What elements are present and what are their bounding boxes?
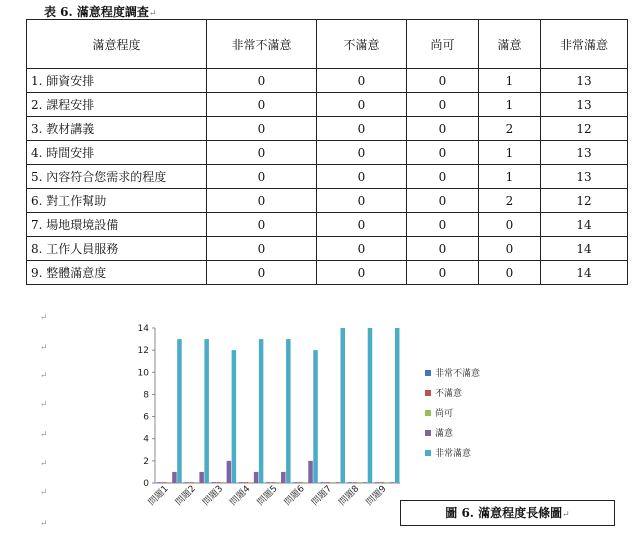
- bar: [162, 482, 167, 483]
- bar: [254, 472, 259, 483]
- bar: [271, 482, 276, 483]
- bar: [363, 482, 368, 483]
- bar: [298, 482, 303, 483]
- count-cell: 0: [407, 261, 479, 285]
- header-cell: 非常滿意: [541, 20, 628, 69]
- item-label-cell: 8. 工作人員服務: [27, 237, 207, 261]
- figure-caption: [400, 500, 615, 526]
- x-tick-label: 問題8: [337, 484, 362, 508]
- bar: [331, 482, 336, 483]
- table-header-row: [27, 20, 628, 69]
- count-cell: 0: [317, 213, 407, 237]
- item-label-cell: 2. 課程安排: [27, 93, 207, 117]
- header-cell: 非常不滿意: [207, 20, 317, 69]
- count-cell: 0: [479, 237, 541, 261]
- count-cell: 0: [207, 69, 317, 93]
- count-cell: 0: [207, 213, 317, 237]
- count-cell: 0: [407, 165, 479, 189]
- table-row: [27, 189, 628, 213]
- y-tick-label: 12: [137, 346, 149, 357]
- x-tick-label: 問題1: [146, 484, 171, 508]
- item-label-cell: 3. 教材講義: [27, 117, 207, 141]
- count-cell: 2: [479, 189, 541, 213]
- count-cell: 0: [407, 213, 479, 237]
- y-tick-label: 2: [143, 456, 149, 467]
- bar: [321, 482, 326, 483]
- x-tick-label: 問題6: [282, 484, 307, 508]
- count-cell: 0: [317, 189, 407, 213]
- bar: [157, 482, 162, 483]
- item-label-cell: 7. 場地環境設備: [27, 213, 207, 237]
- count-cell: 0: [407, 189, 479, 213]
- bar: [380, 482, 385, 483]
- paragraph-mark-icon: ↵: [40, 459, 48, 469]
- count-cell: 2: [479, 117, 541, 141]
- bar: [326, 482, 331, 483]
- count-cell: 1: [479, 141, 541, 165]
- bar: [189, 482, 194, 483]
- count-cell: 1: [479, 165, 541, 189]
- bar: [244, 482, 249, 483]
- count-cell: 14: [541, 261, 628, 285]
- legend-label: 尚可: [435, 409, 454, 419]
- table-caption: [44, 3, 156, 20]
- y-tick-label: 14: [137, 324, 149, 334]
- figure-caption-text: 圖 6. 滿意程度長條圖: [445, 506, 563, 520]
- count-cell: 1: [479, 93, 541, 117]
- paragraph-mark-icon: ↵: [562, 510, 570, 520]
- count-cell: 0: [317, 141, 407, 165]
- table-caption-text: 表 6. 滿意程度調查: [44, 5, 149, 19]
- table-row: [27, 213, 628, 237]
- x-tick-label: 問題4: [228, 484, 253, 508]
- bar: [336, 482, 341, 483]
- legend-swatch: [425, 450, 431, 456]
- table-row: [27, 141, 628, 165]
- count-cell: 14: [541, 237, 628, 261]
- bar: [368, 328, 373, 483]
- count-cell: 13: [541, 165, 628, 189]
- satisfaction-table: [26, 19, 628, 285]
- y-tick-label: 10: [137, 368, 149, 379]
- table-row: [27, 93, 628, 117]
- count-cell: 14: [541, 213, 628, 237]
- table-row: [27, 117, 628, 141]
- bar: [227, 461, 232, 483]
- item-label-cell: 6. 對工作幫助: [27, 189, 207, 213]
- bar: [232, 350, 237, 483]
- count-cell: 0: [317, 93, 407, 117]
- count-cell: 0: [207, 93, 317, 117]
- header-cell: 不滿意: [317, 20, 407, 69]
- paragraph-mark-icon: ↵: [148, 9, 157, 19]
- bar: [184, 482, 189, 483]
- count-cell: 0: [479, 261, 541, 285]
- x-tick-label: 問題5: [255, 484, 280, 508]
- count-cell: 0: [207, 261, 317, 285]
- bar: [172, 472, 177, 483]
- count-cell: 12: [541, 189, 628, 213]
- header-cell: 尚可: [407, 20, 479, 69]
- count-cell: 0: [317, 69, 407, 93]
- count-cell: 0: [317, 165, 407, 189]
- legend-label: 滿意: [435, 429, 454, 439]
- bar: [358, 482, 363, 483]
- header-cell: 滿意: [479, 20, 541, 69]
- bar: [385, 482, 390, 483]
- y-tick-label: 0: [143, 479, 149, 489]
- paragraph-mark-icon: ↵: [40, 343, 48, 353]
- item-label-cell: 5. 內容符合您需求的程度: [27, 165, 207, 189]
- paragraph-mark-icon: ↵: [40, 519, 48, 529]
- bar: [222, 482, 227, 483]
- item-label-cell: 9. 整體滿意度: [27, 261, 207, 285]
- y-tick-label: 4: [143, 434, 149, 445]
- bar: [177, 339, 182, 483]
- count-cell: 13: [541, 141, 628, 165]
- paragraph-mark-icon: ↵: [40, 488, 48, 498]
- bar: [199, 472, 204, 483]
- legend-swatch: [425, 390, 431, 396]
- legend-swatch: [425, 370, 431, 376]
- bar: [266, 482, 271, 483]
- legend-swatch: [425, 410, 431, 416]
- count-cell: 0: [207, 237, 317, 261]
- x-tick-label: 問題9: [364, 484, 389, 508]
- item-label-cell: 1. 師資安排: [27, 69, 207, 93]
- paragraph-mark-icon: ↵: [40, 313, 48, 323]
- table-row: [27, 261, 628, 285]
- x-tick-label: 問題3: [201, 484, 226, 508]
- bar: [286, 339, 291, 483]
- table-row: [27, 69, 628, 93]
- bar: [204, 339, 209, 483]
- count-cell: 0: [317, 237, 407, 261]
- bar: [390, 482, 395, 483]
- count-cell: 0: [407, 117, 479, 141]
- table-row: [27, 237, 628, 261]
- x-tick-label: 問題7: [310, 484, 335, 508]
- count-cell: 0: [207, 117, 317, 141]
- count-cell: 1: [479, 69, 541, 93]
- bar: [313, 350, 318, 483]
- bar: [281, 472, 286, 483]
- item-label-cell: 4. 時間安排: [27, 141, 207, 165]
- count-cell: 0: [407, 141, 479, 165]
- paragraph-mark-icon: ↵: [40, 430, 48, 440]
- count-cell: 13: [541, 93, 628, 117]
- bar: [276, 482, 281, 483]
- count-cell: 0: [407, 93, 479, 117]
- count-cell: 0: [207, 141, 317, 165]
- bar: [341, 328, 346, 483]
- bar: [395, 328, 400, 483]
- paragraph-mark-icon: ↵: [40, 400, 48, 410]
- count-cell: 13: [541, 69, 628, 93]
- bar: [212, 482, 217, 483]
- bar: [348, 482, 353, 483]
- legend-label: 不滿意: [435, 389, 463, 399]
- bar: [293, 482, 298, 483]
- table-row: [27, 165, 628, 189]
- count-cell: 0: [207, 165, 317, 189]
- count-cell: 0: [207, 189, 317, 213]
- count-cell: 0: [317, 261, 407, 285]
- bar: [167, 482, 172, 483]
- count-cell: 0: [407, 69, 479, 93]
- bar: [249, 482, 254, 483]
- bar: [308, 461, 313, 483]
- legend-swatch: [425, 430, 431, 436]
- bar: [353, 482, 358, 483]
- y-tick-label: 8: [143, 390, 149, 401]
- y-tick-label: 6: [143, 412, 149, 423]
- bar: [375, 482, 380, 483]
- x-tick-label: 問題2: [174, 484, 198, 508]
- count-cell: 12: [541, 117, 628, 141]
- legend-label: 非常滿意: [435, 449, 472, 459]
- count-cell: 0: [317, 117, 407, 141]
- header-cell: 滿意程度: [27, 20, 207, 69]
- bar: [194, 482, 199, 483]
- paragraph-mark-icon: ↵: [40, 371, 48, 381]
- bar: [217, 482, 222, 483]
- bar: [239, 482, 244, 483]
- bar: [303, 482, 308, 483]
- bar: [259, 339, 264, 483]
- legend-label: 非常不滿意: [435, 369, 481, 379]
- count-cell: 0: [407, 237, 479, 261]
- count-cell: 0: [479, 213, 541, 237]
